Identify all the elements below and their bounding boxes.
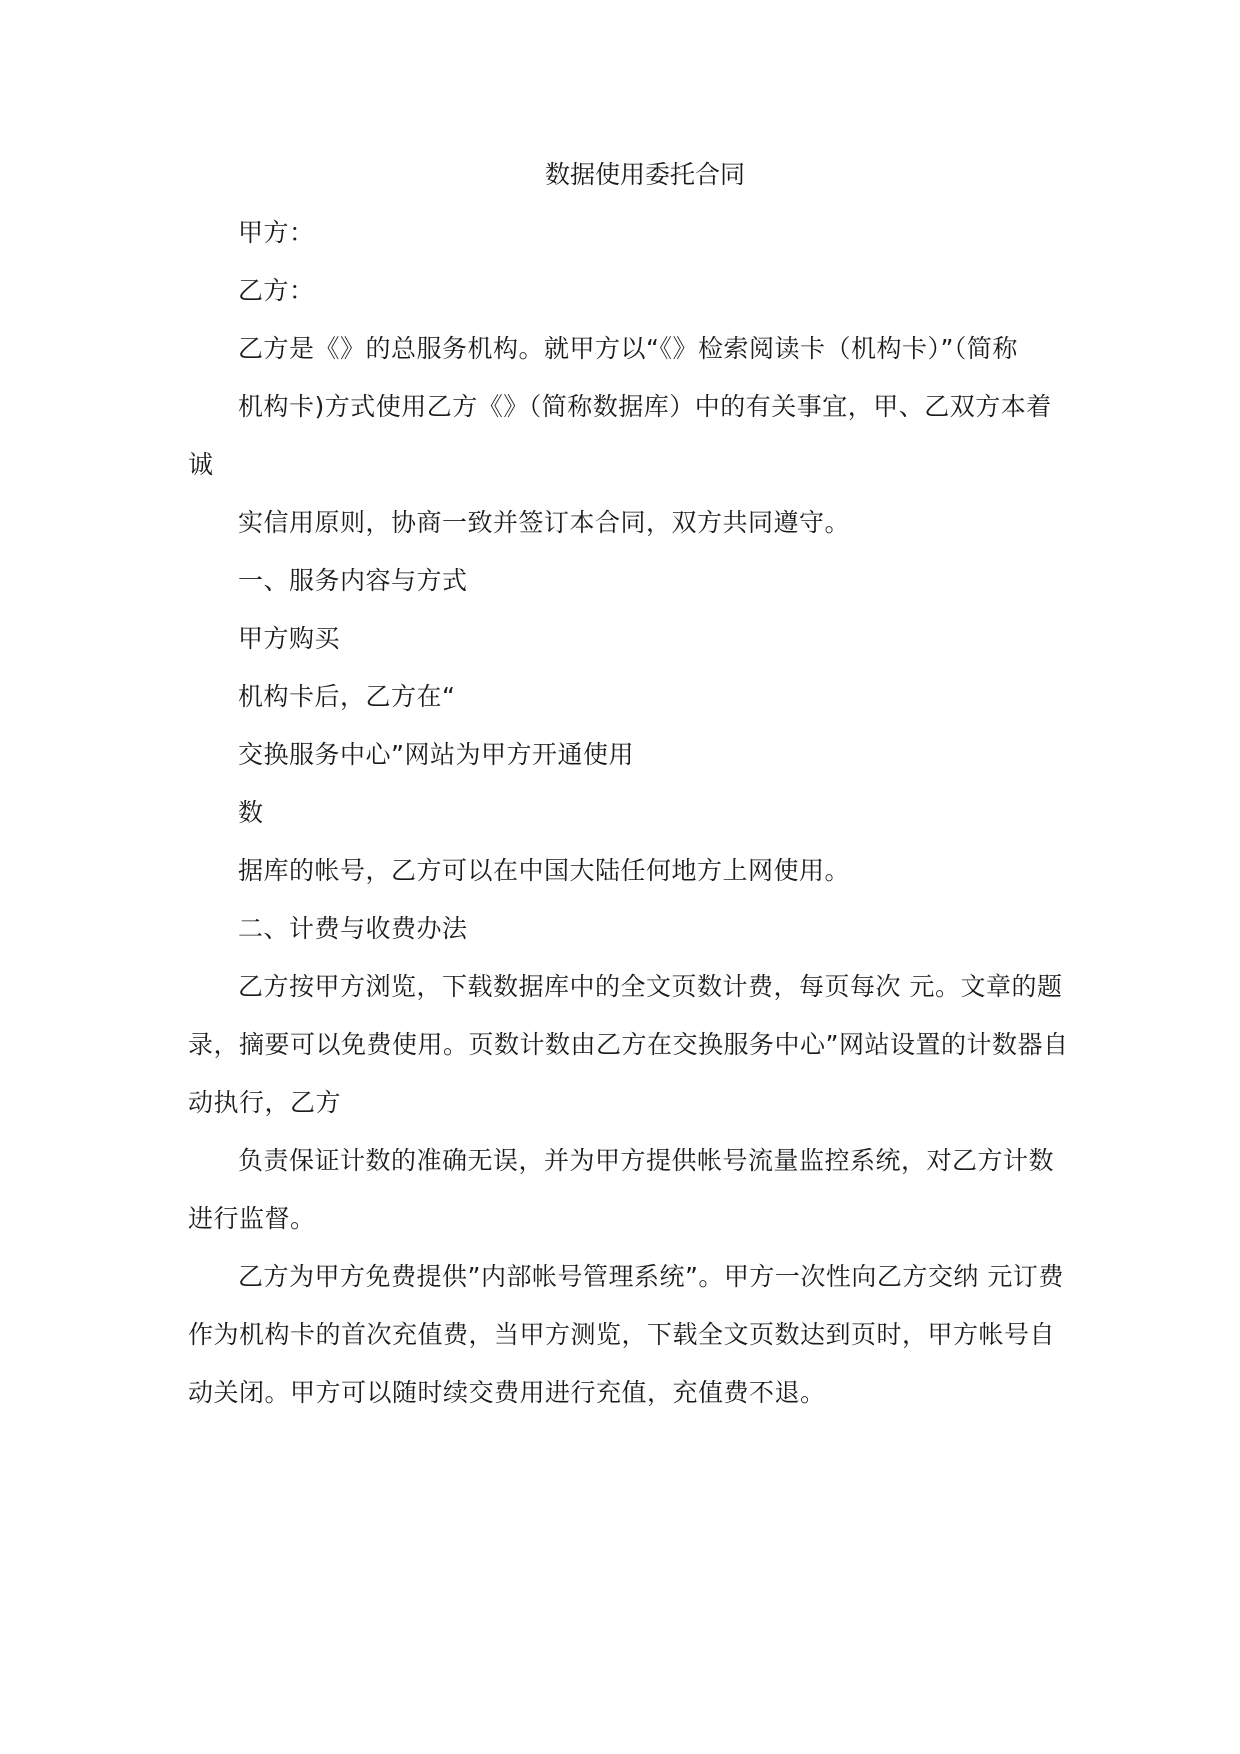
section-heading-1: 一、服务内容与方式 [238,566,468,595]
paragraph-line: 负责保证计数的准确无误，并为甲方提供帐号流量监控系统，对乙方计数 [238,1146,1055,1175]
party-a-line: 甲方： [238,218,315,247]
paragraph-line: 机构卡)方式使用乙方《》（简称数据库）中的有关事宜，甲、乙双方本着 [238,392,1052,421]
paragraph-line: 作为机构卡的首次充值费，当甲方测览，下载全文页数达到页时，甲方帐号自 [188,1320,1056,1349]
paragraph-line: 录，摘要可以免费使用。页数计数由乙方在交换服务中心”网站设置的计数器自 [188,1030,1069,1059]
document-title: 数据使用委托合同 [544,160,745,189]
paragraph-line: 诚 [188,450,214,479]
paragraph-line: 动关闭。甲方可以随时续交费用进行充值，充值费不退。 [188,1378,826,1407]
paragraph-line: 实信用原则，协商一致并签订本合同，双方共同遵守。 [238,508,851,537]
paragraph-line: 乙方是《》的总服务机构。就甲方以“《》检索阅读卡（机构卡）”（简称 [238,334,1018,363]
paragraph-line: 交换服务中心”网站为甲方开通使用 [238,740,634,769]
paragraph-line: 动执行，乙方 [188,1088,342,1117]
paragraph-line: 进行监督。 [188,1204,316,1233]
paragraph-line: 据库的帐号，乙方可以在中国大陆任何地方上网使用。 [238,856,851,885]
paragraph-line: 乙方按甲方浏览，下载数据库中的全文页数计费，每页每次 元。文章的题 [238,972,1063,1001]
section-heading-2: 二、计费与收费办法 [238,914,468,943]
paragraph-line: 乙方为甲方免费提供”内部帐号管理系统”。甲方一次性向乙方交纳 元订费 [238,1262,1064,1291]
party-b-line: 乙方： [238,276,315,305]
paragraph-line: 机构卡后，乙方在“ [238,682,456,711]
paragraph-line: 甲方购买 [238,624,341,653]
paragraph-line: 数 [238,798,264,827]
